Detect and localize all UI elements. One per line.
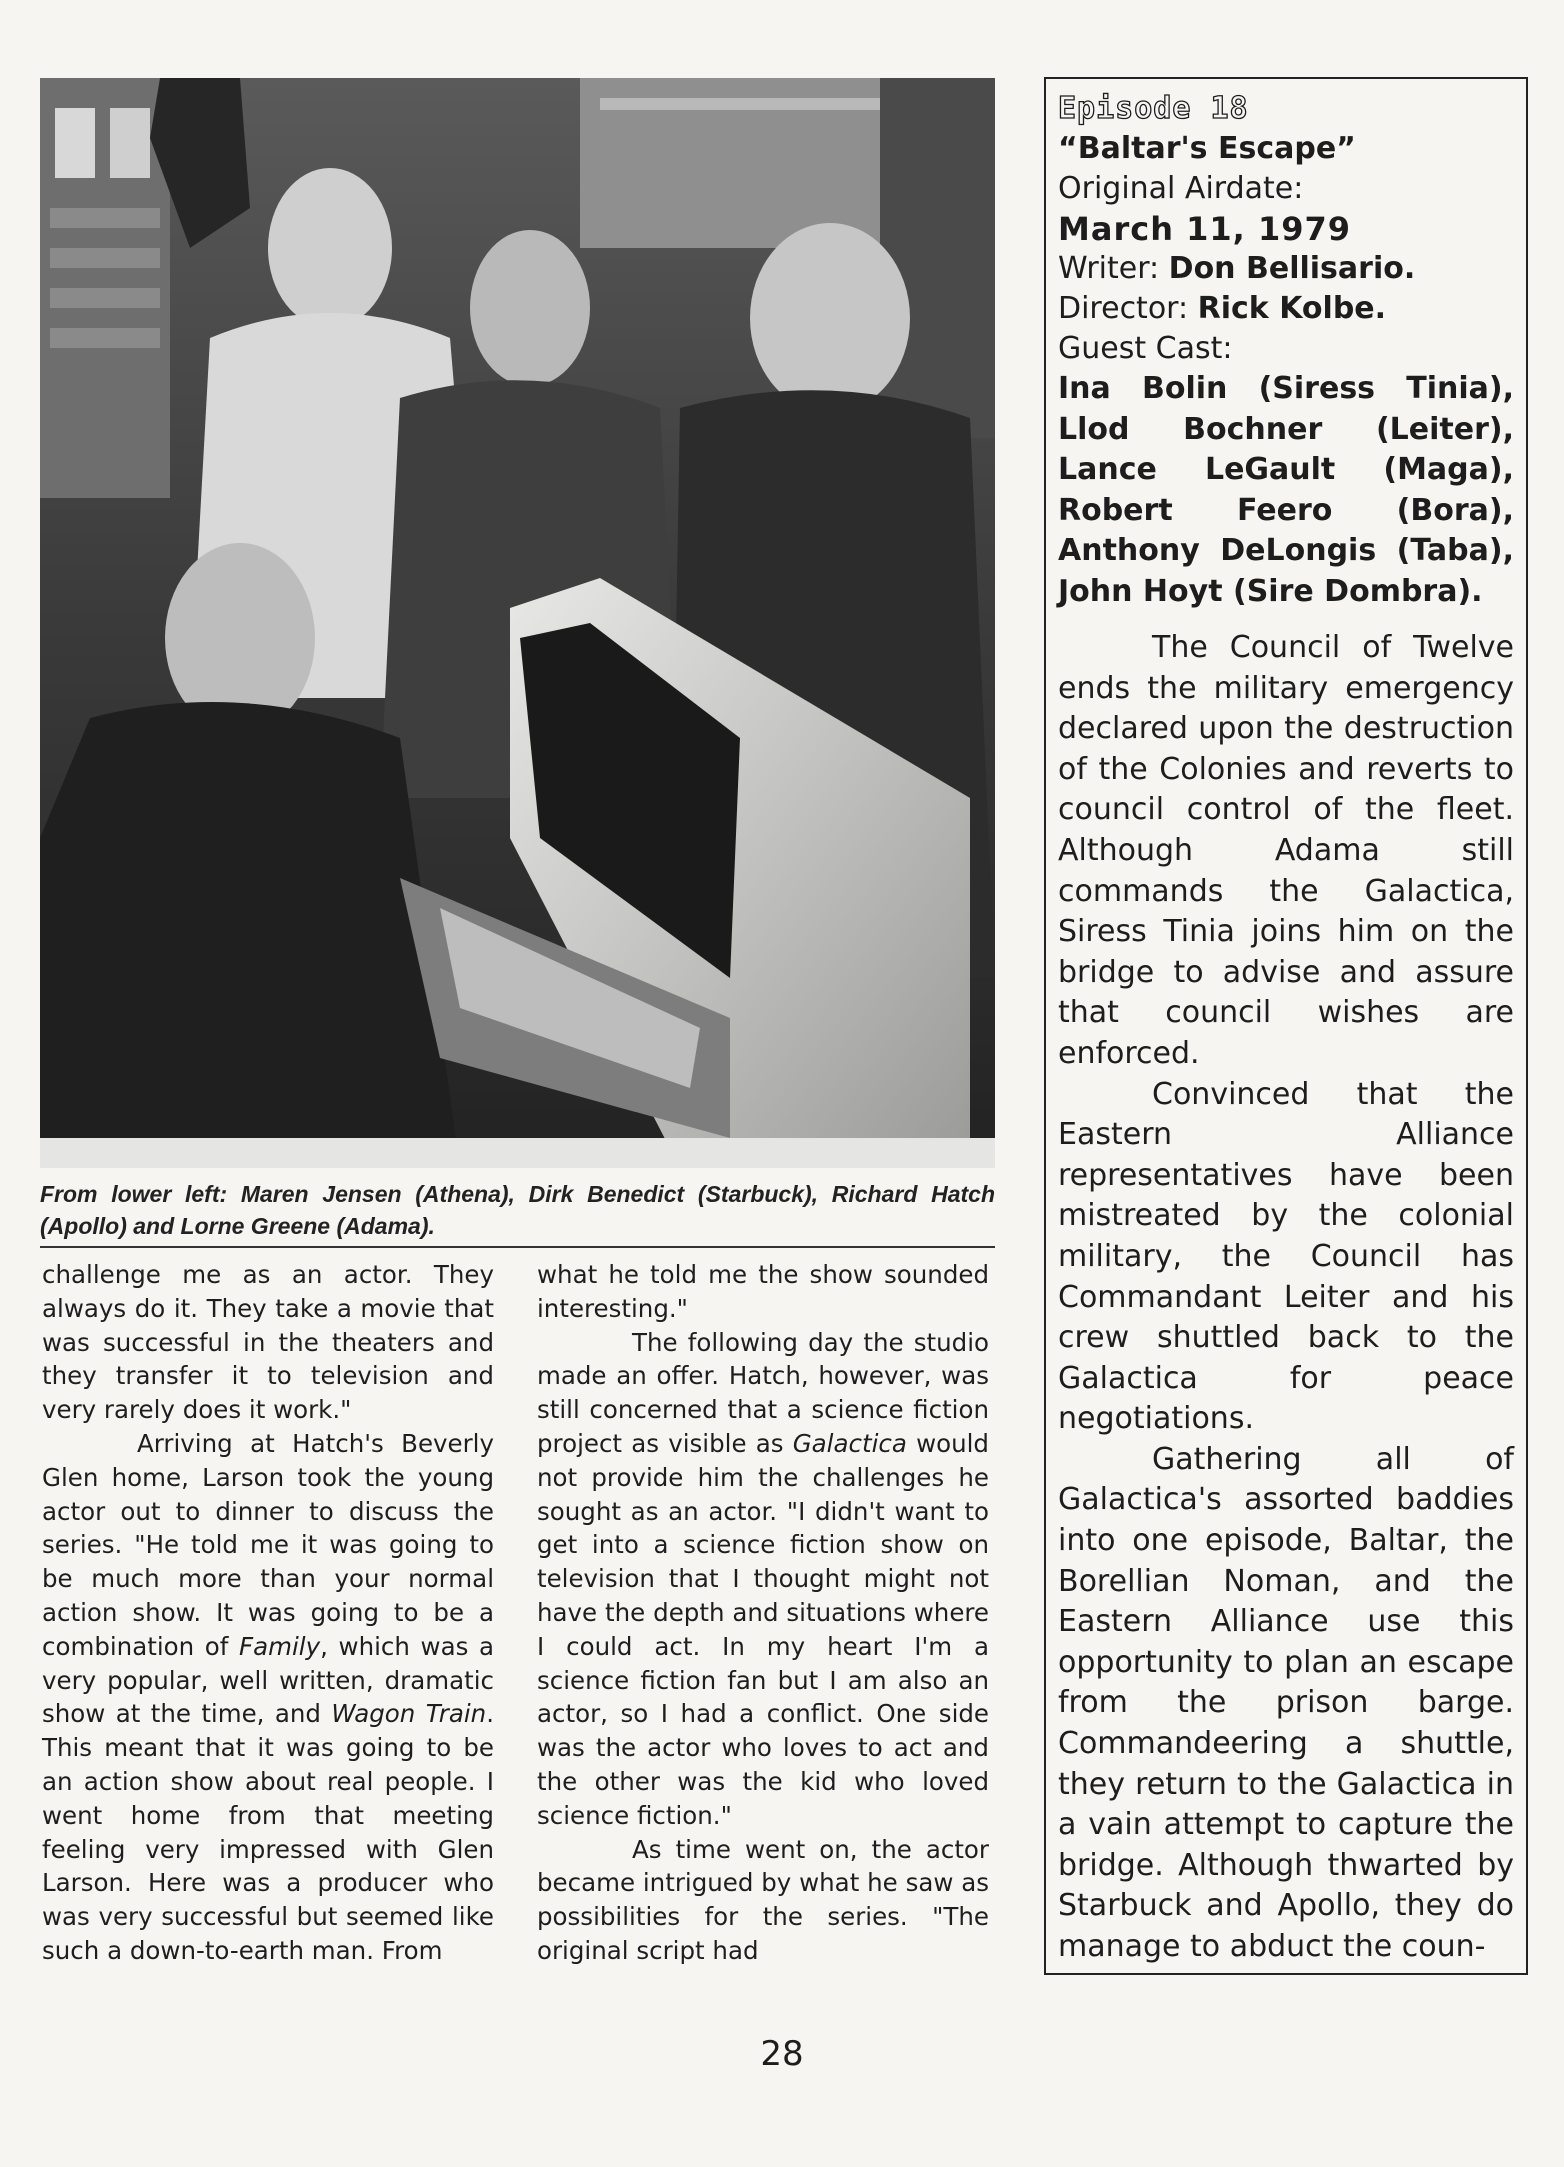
writer-line: Writer: Don Bellisario. xyxy=(1058,251,1416,286)
writer-name: Don Bellisario. xyxy=(1168,251,1416,286)
title-wagon-train: Wagon Train xyxy=(331,1699,487,1729)
photo-image xyxy=(40,78,995,1168)
director-line: Director: Rick Kolbe. xyxy=(1058,291,1387,326)
guest-cast-list: Ina Bolin (Siress Tinia), Llod Bochner (Leiter), Lance LeGault (Maga), Robert Feero (Bora), Anthony DeLongis (Taba), John Hoyt (Sire Dombra). xyxy=(1058,371,1514,609)
episode-sidebar xyxy=(1044,77,1528,1975)
article-column-2 xyxy=(537,1258,989,1968)
episode-header xyxy=(1058,89,1514,612)
cast-photo xyxy=(40,78,995,1168)
page-number: 28 xyxy=(760,2034,804,2074)
director-name: Rick Kolbe. xyxy=(1197,291,1387,326)
airdate-label: Original Airdate: xyxy=(1058,171,1304,206)
col2-paragraph-3: As time went on, the actor became intrigued by what he saw as possibilities for the series. "The original script had xyxy=(537,1834,989,1965)
col2-paragraph-2: The following day the studio made an offer. Hatch, however, was still concerned that a science fiction project as visible as Galactica would not provide him the challenges he sought as an actor. "I didn't want to get into a science fiction show on television that I thought might not have the depth and situations where I could act. In my heart I'm a science fiction fan but I am also an actor, so I had a conflict. One side was the actor who loves to act and the other was the kid who loved science fiction." xyxy=(537,1327,989,1830)
article-column-1 xyxy=(42,1258,494,1968)
title-galactica: Galactica xyxy=(792,1428,907,1458)
title-family: Family xyxy=(239,1631,321,1661)
col1-paragraph-1: challenge me as an actor. They always do it. They take a movie that was successful in the theaters and they transfer it to television and very rarely does it work." xyxy=(42,1260,494,1425)
airdate-value: March 11, 1979 xyxy=(1058,210,1351,248)
synopsis-paragraph-3: Gathering all of Galactica's assorted baddies into one episode, Baltar, the Borellian Noman, and the Eastern Alliance use this opportunity to plan an escape from the prison barge. Commandeering a shuttle, they return to the Galactica in a vain attempt to capture the bridge. Although thwarted by Starbuck and Apollo, they do manage to abduct the coun- xyxy=(1058,1441,1514,1964)
episode-title: “Baltar's Escape” xyxy=(1058,131,1356,166)
episode-number: Episode 18 xyxy=(1058,91,1249,126)
synopsis-paragraph-2: Convinced that the Eastern Alliance representatives have been mistreated by the colonial military, the Council has Commandant Leiter and his crew shuttled back to the Galactica for peace negotiations. xyxy=(1058,1076,1514,1437)
photo-caption: From lower left: Maren Jensen (Athena), Dirk Benedict (Starbuck), Richard Hatch (Apollo) and Lorne Greene (Adama). xyxy=(40,1181,995,1239)
guest-cast-label: Guest Cast: xyxy=(1058,331,1233,366)
episode-synopsis xyxy=(1058,628,1514,1968)
col1-paragraph-2: Arriving at Hatch's Beverly Glen home, Larson took the young actor out to dinner to discuss the series. "He told me it was going to be much more than your normal action show. It was going to be a combination of Family, which was a very popular, well written, dramatic show at the time, and Wagon Train. This meant that it was going to be an action show about real people. I went home from that meeting feeling very impressed with Glen Larson. Here was a producer who was very successful but seemed like such a down-to-earth man. From xyxy=(42,1428,494,1965)
caption-divider xyxy=(40,1246,995,1248)
col2-paragraph-1: what he told me the show sounded interesting." xyxy=(537,1260,989,1323)
synopsis-paragraph-1: The Council of Twelve ends the military emergency declared upon the destruction of the Colonies and reverts to council control of the fleet. Although Adama still commands the Galactica, Siress Tinia joins him on the bridge to advise and assure that council wishes are enforced. xyxy=(1058,630,1514,1071)
